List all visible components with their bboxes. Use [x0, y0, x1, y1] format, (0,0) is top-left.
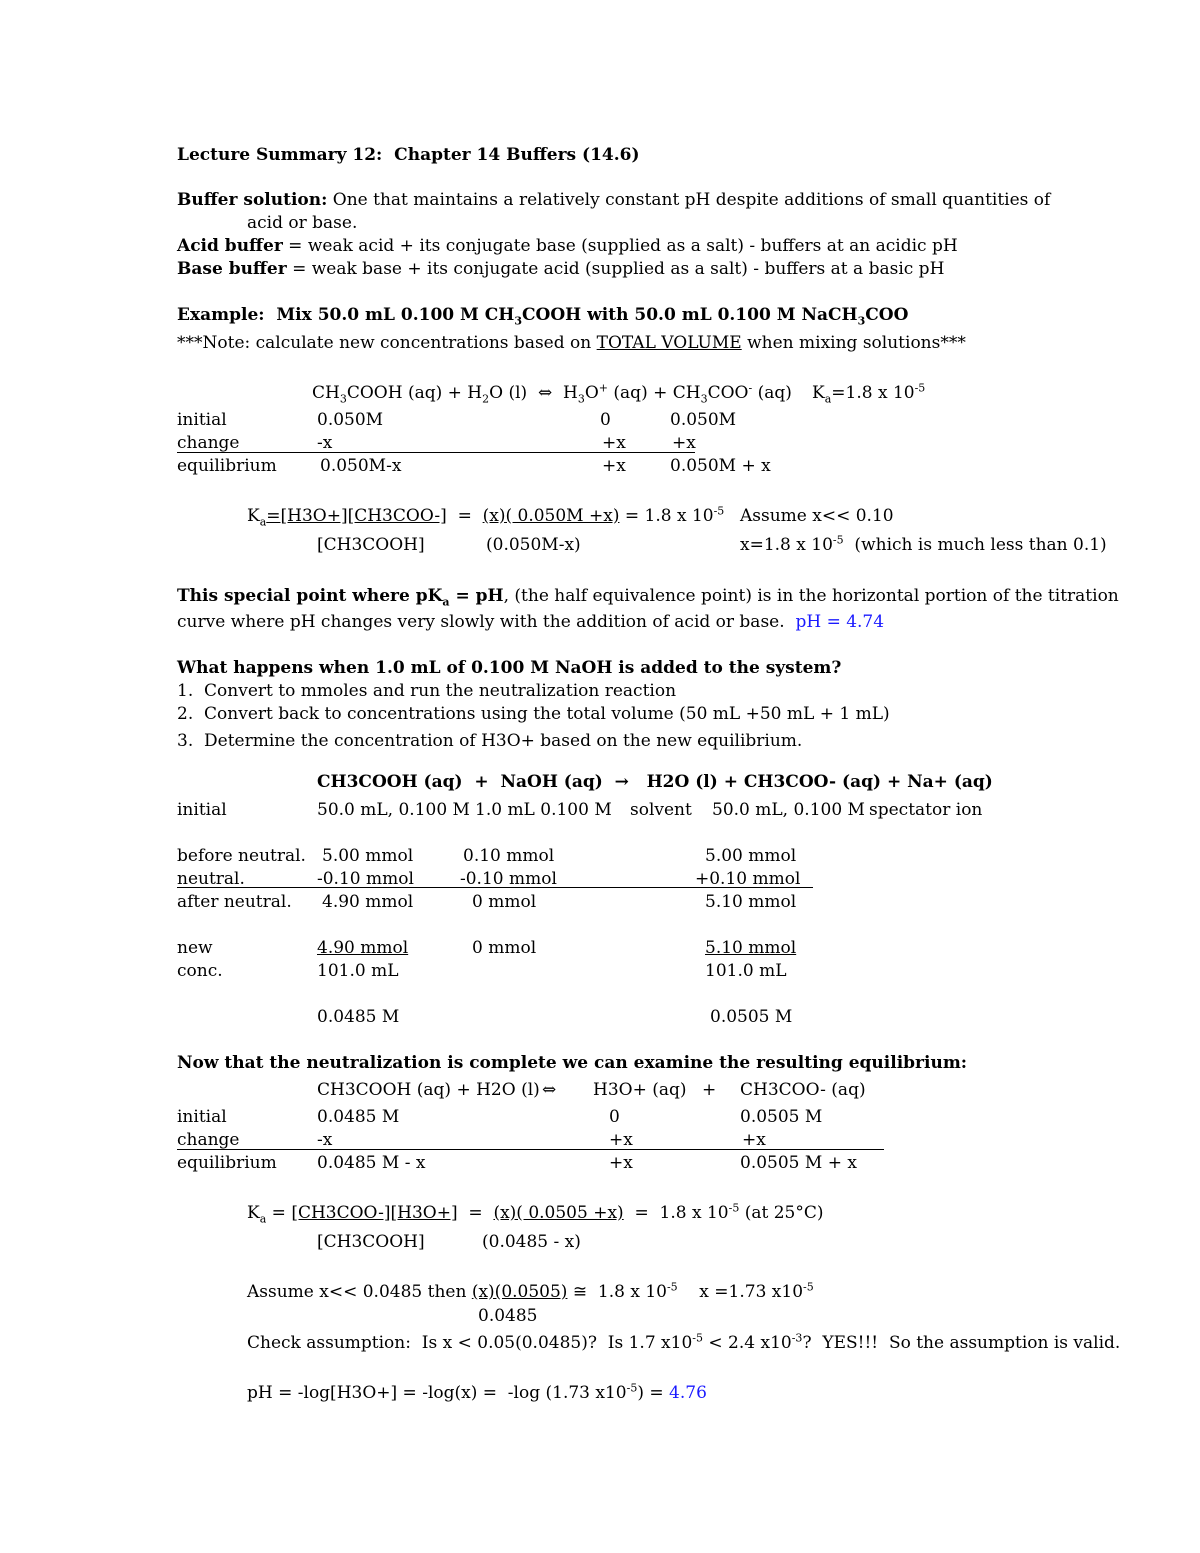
ka-numerator: =[H3O+][CH3COO-] — [266, 506, 447, 526]
ice1-initial-base: 0.050M — [670, 410, 737, 430]
ice1-eq-acid: 0.050M-x — [320, 456, 402, 476]
neut-vol-acid: 101.0 mL — [317, 961, 399, 981]
neut-conc-acetate: 0.0505 M — [710, 1007, 793, 1027]
final-text-a: pH = -log[H3O+] = -log(x) = -log (1.73 x10 — [247, 1383, 627, 1403]
ice2-row-label-change: change — [177, 1130, 240, 1150]
check-text-b: < 2.4 x10 — [703, 1333, 792, 1353]
neut-initial-water: solvent — [630, 800, 692, 820]
assume-exp-1: -5 — [666, 1280, 678, 1294]
neut-label-conc: conc. — [177, 961, 223, 981]
eq-part: COO — [707, 383, 749, 403]
check-text-a: Check assumption: Is x < 0.05(0.0485)? Is 1.7 x10 — [247, 1333, 693, 1353]
note-underlined: TOTAL VOLUME — [596, 333, 742, 353]
ka2-rhs: = 1.8 x 10 — [623, 1203, 729, 1223]
special-ph-value: pH = 4.74 — [795, 612, 885, 632]
equilibrium-title: Now that the neutralization is complete we can examine the resulting equilibrium: — [177, 1053, 968, 1073]
neut-after-acid: 4.90 mmol — [322, 892, 414, 912]
neut-vol-acetate: 101.0 mL — [705, 961, 787, 981]
ice1-change-acid: -x — [317, 433, 333, 453]
neutralization-equation: CH3COOH (aq) + NaOH (aq) → H2O (l) + CH3COO- (aq) + Na+ (aq) — [317, 772, 993, 792]
neut-initial-acetate: 50.0 mL, 0.100 M — [712, 800, 865, 820]
ice1-change-base: +x — [672, 433, 696, 453]
ice1-eq-base: 0.050M + x — [670, 456, 771, 476]
assume-text-c: x =1.73 x10 — [677, 1282, 804, 1302]
example-heading — [177, 304, 908, 326]
check-exp-2: -3 — [791, 1331, 803, 1345]
question-step-3: 3. Determine the concentration of H3O+ based on the new equilibrium. — [177, 731, 803, 751]
ka-lhs-sub: a — [259, 515, 267, 529]
neut-initial-acid: 50.0 mL, 0.100 M — [317, 800, 470, 820]
special-bold-a: This special point where pK — [177, 586, 443, 606]
ice2-change-acid: -x — [317, 1130, 333, 1150]
ice2-eq-arrow: ⇔ — [542, 1080, 557, 1100]
eq-part: (aq) + CH — [608, 383, 701, 403]
ka2-rhs-tail: (at 25°C) — [739, 1203, 824, 1223]
example-sub: 3 — [857, 314, 866, 328]
ice2-row-label-initial: initial — [177, 1107, 227, 1127]
assumption-2 — [247, 1281, 814, 1303]
ka2-rhs-exp: -5 — [728, 1201, 740, 1215]
neut-label-neutral: neutral. — [177, 869, 245, 889]
ka-numerator-values: (x)( 0.050M +x) — [482, 506, 620, 526]
final-exp: -5 — [626, 1381, 638, 1395]
eq-part: COOH (aq) + H — [346, 383, 483, 403]
neut-neutral-acid: -0.10 mmol — [317, 869, 414, 889]
ice2-initial-h3o: 0 — [609, 1107, 620, 1127]
base-buffer-text: = weak base + its conjugate acid (supplied as a salt) - buffers at a basic pH — [286, 259, 945, 279]
eq-part: O (l) ⇔ H — [489, 383, 578, 403]
ice2-change-acetate: +x — [742, 1130, 766, 1150]
ka2-numerator: [CH3COO-][H3O+] — [291, 1203, 458, 1223]
neut-label-initial: initial — [177, 800, 227, 820]
ice1-initial-h3o: 0 — [600, 410, 611, 430]
ice1-change-h3o: +x — [602, 433, 626, 453]
question-step-1: 1. Convert to mmoles and run the neutralization reaction — [177, 681, 677, 701]
eq-sub: 3 — [700, 392, 708, 406]
ice2-initial-acid: 0.0485 M — [317, 1107, 400, 1127]
neut-before-acetate: 5.00 mmol — [705, 846, 797, 866]
ka-rhs-exp: -5 — [713, 504, 725, 518]
ka-sub: a — [824, 392, 832, 406]
ka-exp: -5 — [914, 381, 926, 395]
ka-equals: = — [446, 506, 483, 526]
note-text-a: ***Note: calculate new concentrations based on — [177, 333, 597, 353]
neut-label-before: before neutral. — [177, 846, 306, 866]
acid-buffer-definition — [177, 235, 958, 257]
question-title: What happens when 1.0 mL of 0.100 M NaOH is added to the system? — [177, 658, 842, 678]
ice2-initial-acetate: 0.0505 M — [740, 1107, 823, 1127]
check-exp-1: -5 — [692, 1331, 703, 1345]
eq-sup: - — [748, 381, 753, 395]
eq-part: (aq) — [752, 383, 792, 403]
eq-sup: + — [598, 381, 609, 395]
final-ph-value: 4.76 — [669, 1383, 707, 1403]
ice2-eq-h3o-val: +x — [609, 1153, 633, 1173]
example-sub: 3 — [514, 314, 523, 328]
ice1-change-rule — [177, 452, 695, 453]
ice1-row-label-change: change — [177, 433, 240, 453]
x-value: x=1.8 x 10 — [740, 535, 833, 555]
neut-initial-sodium: spectator ion — [869, 800, 983, 820]
final-ph — [247, 1382, 707, 1404]
neut-label-new: new — [177, 938, 213, 958]
special-point-line2 — [177, 611, 884, 633]
assume-fraction: (x)(0.0505) — [471, 1282, 568, 1302]
ka-label: K — [812, 383, 825, 403]
neut-neutral-acetate: +0.10 mmol — [695, 869, 801, 889]
buffer-text: One that maintains a relatively constant pH despite additions of small quantities of — [327, 190, 1051, 210]
neut-new-acid: 4.90 mmol — [317, 938, 409, 958]
ice2-change-rule — [177, 1149, 884, 1150]
assume-text-a: Assume x<< 0.0485 then — [247, 1282, 472, 1302]
ka2-numerator-values: (x)( 0.0505 +x) — [493, 1203, 624, 1223]
ice1-ka — [812, 382, 925, 404]
ice2-eq-acetate: CH3COO- (aq) — [740, 1080, 866, 1100]
assume-exp-2: -5 — [803, 1280, 814, 1294]
ice2-change-h3o: +x — [609, 1130, 633, 1150]
neut-rule — [177, 887, 813, 888]
ice2-eq-acid-val: 0.0485 M - x — [317, 1153, 426, 1173]
ka-expression-1 — [247, 505, 724, 527]
neut-conc-acid: 0.0485 M — [317, 1007, 400, 1027]
assume-text-b: ≅ 1.8 x 10 — [567, 1282, 667, 1302]
neut-before-naoh: 0.10 mmol — [463, 846, 555, 866]
special-bold-b: = pH — [449, 586, 504, 606]
ka-expression-2 — [247, 1202, 824, 1224]
ka2-lhs: K — [247, 1203, 260, 1223]
example-text-c: COO — [865, 305, 909, 325]
neut-new-naoh: 0 mmol — [472, 938, 537, 958]
acid-buffer-term: Acid buffer — [177, 236, 283, 256]
check-assumption — [247, 1332, 1120, 1354]
base-buffer-term: Base buffer — [177, 259, 287, 279]
ice2-eq-h3o: H3O+ (aq) — [593, 1080, 687, 1100]
ice2-eq-plus: + — [702, 1080, 717, 1100]
eq-sub: 2 — [482, 392, 490, 406]
assumption-denominator: 0.0485 — [478, 1306, 538, 1326]
neut-new-acetate: 5.10 mmol — [705, 938, 797, 958]
check-text-c: ? YES!!! So the assumption is valid. — [802, 1333, 1121, 1353]
ka1-assumption: Assume x<< 0.10 — [740, 506, 894, 526]
eq-sub: 3 — [577, 392, 585, 406]
neut-after-acetate: 5.10 mmol — [705, 892, 797, 912]
neut-label-after: after neutral. — [177, 892, 292, 912]
final-text-b: ) = — [637, 1383, 670, 1403]
buffer-definition — [177, 189, 1050, 211]
ice1-row-label-equilibrium: equilibrium — [177, 456, 277, 476]
ice2-eq-reactants: CH3COOH (aq) + H2O (l) — [317, 1080, 540, 1100]
buffer-term: Buffer solution: — [177, 190, 328, 210]
neut-after-naoh: 0 mmol — [472, 892, 537, 912]
special-rest: , (the half equivalence point) is in the horizontal portion of the titration — [503, 586, 1119, 606]
ice1-row-label-initial: initial — [177, 410, 227, 430]
special-line2-text: curve where pH changes very slowly with the addition of acid or base. — [177, 612, 796, 632]
ka-value: =1.8 x 10 — [831, 383, 915, 403]
eq-part: O — [584, 383, 599, 403]
question-step-2: 2. Convert back to concentrations using the total volume (50 mL +50 mL + 1 mL) — [177, 704, 890, 724]
base-buffer-definition — [177, 258, 944, 280]
ice1-eq-h3o: +x — [602, 456, 626, 476]
special-bold-sub: a — [442, 595, 450, 609]
ka2-equals-2: = — [457, 1203, 494, 1223]
ka-rhs: = 1.8 x 10 — [619, 506, 714, 526]
x-exp: -5 — [832, 533, 844, 547]
ice2-row-label-equilibrium: equilibrium — [177, 1153, 277, 1173]
acid-buffer-text: = weak acid + its conjugate base (supplied as a salt) - buffers at an acidic pH — [282, 236, 958, 256]
special-point-line1 — [177, 585, 1119, 607]
x-note: (which is much less than 0.1) — [843, 535, 1107, 555]
ka1-denominator-values: (0.050M-x) — [486, 535, 581, 555]
ka2-denominator: [CH3COOH] — [317, 1232, 425, 1252]
ice1-initial-acid: 0.050M — [317, 410, 384, 430]
ka2-lhs-sub: a — [259, 1212, 267, 1226]
neut-initial-naoh: 1.0 mL 0.100 M — [475, 800, 612, 820]
neut-before-acid: 5.00 mmol — [322, 846, 414, 866]
example-note — [177, 332, 966, 354]
ka1-x-solution — [740, 534, 1107, 556]
page-title: Lecture Summary 12: Chapter 14 Buffers (14.6) — [177, 145, 640, 165]
eq-sub: 3 — [339, 392, 347, 406]
eq-part: CH — [312, 383, 340, 403]
neut-neutral-naoh: -0.10 mmol — [460, 869, 557, 889]
note-text-b: when mixing solutions*** — [741, 333, 966, 353]
ice2-eq-acetate-val: 0.0505 M + x — [740, 1153, 857, 1173]
ka-lhs: K — [247, 506, 260, 526]
ka1-denominator: [CH3COOH] — [317, 535, 425, 555]
ice1-equation — [312, 382, 792, 404]
buffer-text-cont: acid or base. — [247, 213, 358, 233]
example-text-b: COOH with 50.0 mL 0.100 M NaCH — [522, 305, 858, 325]
ka2-denominator-values: (0.0485 - x) — [482, 1232, 581, 1252]
example-text-a: Example: Mix 50.0 mL 0.100 M CH — [177, 305, 515, 325]
ka2-equals: = — [266, 1203, 292, 1223]
